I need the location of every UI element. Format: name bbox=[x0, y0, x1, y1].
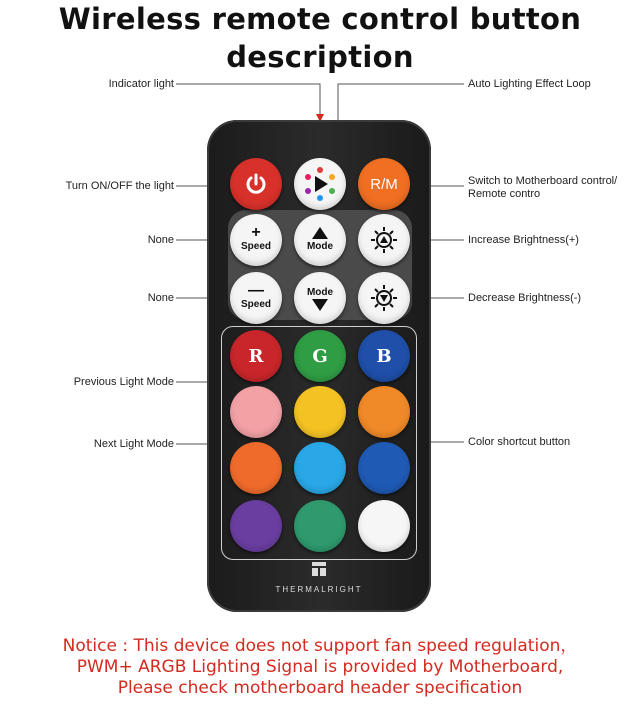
label-switch-motherboard bbox=[468, 175, 617, 201]
speed-down-label: Speed bbox=[240, 299, 271, 310]
label-color-shortcut: Color shortcut button bbox=[468, 436, 571, 448]
label-turn-on-off: Turn ON/OFF the light bbox=[65, 180, 174, 192]
sun-up-icon bbox=[369, 225, 399, 255]
mode-up-button[interactable] bbox=[294, 214, 346, 266]
mode-down-button[interactable] bbox=[294, 272, 346, 324]
speed-up-label: Speed bbox=[240, 241, 271, 252]
red-label: R bbox=[248, 345, 264, 367]
green-label: G bbox=[312, 345, 328, 367]
plus-icon: + bbox=[251, 224, 261, 241]
label-indicator-light: Indicator light bbox=[108, 78, 174, 90]
notice-line3: Please check motherboard header specification bbox=[117, 678, 523, 698]
white-button[interactable] bbox=[358, 500, 410, 552]
speed-down-button[interactable] bbox=[230, 272, 282, 324]
red-button[interactable] bbox=[230, 330, 282, 382]
thermalright-logo-icon bbox=[312, 562, 326, 576]
brightness-down-button[interactable] bbox=[358, 272, 410, 324]
minus-icon: — bbox=[247, 282, 264, 299]
royal-blue-button[interactable] bbox=[358, 442, 410, 494]
speed-up-button[interactable] bbox=[230, 214, 282, 266]
label-switch-line2: Remote contro bbox=[468, 188, 541, 200]
play-loop-icon bbox=[300, 164, 340, 204]
blue-button[interactable] bbox=[358, 330, 410, 382]
blue-label: B bbox=[376, 345, 392, 367]
label-auto-loop: Auto Lighting Effect Loop bbox=[468, 78, 591, 90]
notice-line1: Notice : This device does not support fan speed regulation， bbox=[62, 636, 578, 656]
mode-up-label: Mode bbox=[306, 241, 334, 252]
sun-down-icon bbox=[369, 283, 399, 313]
auto-loop-button[interactable] bbox=[294, 158, 346, 210]
rm-label: R/M bbox=[370, 175, 398, 193]
power-icon bbox=[243, 171, 269, 197]
brightness-up-button[interactable] bbox=[358, 214, 410, 266]
orange-button[interactable] bbox=[358, 386, 410, 438]
label-next-mode: Next Light Mode bbox=[93, 438, 174, 450]
mode-down-label: Mode bbox=[306, 287, 334, 298]
teal-button[interactable] bbox=[294, 500, 346, 552]
purple-button[interactable] bbox=[230, 500, 282, 552]
rm-button[interactable] bbox=[358, 158, 410, 210]
label-none-speed-up: None bbox=[147, 234, 174, 246]
dark-orange-button[interactable] bbox=[230, 442, 282, 494]
notice-line2: PWM+ ARGB Lighting Signal is provided by Motherboard, bbox=[76, 657, 564, 677]
page-title: Wireless remote control button description bbox=[58, 2, 582, 74]
label-switch-line1: Switch to Motherboard control/ bbox=[468, 175, 618, 187]
label-increase-brightness: Increase Brightness(+) bbox=[468, 234, 579, 246]
brand-name: THERMALRIGHT bbox=[275, 585, 363, 594]
yellow-button[interactable] bbox=[294, 386, 346, 438]
sky-blue-button[interactable] bbox=[294, 442, 346, 494]
triangle-up-icon bbox=[312, 227, 328, 239]
triangle-down-icon bbox=[312, 299, 328, 311]
label-none-speed-down: None bbox=[147, 292, 174, 304]
power-button[interactable] bbox=[230, 158, 282, 210]
green-button[interactable] bbox=[294, 330, 346, 382]
pink-button[interactable] bbox=[230, 386, 282, 438]
label-decrease-brightness: Decrease Brightness(-) bbox=[468, 292, 582, 304]
label-previous-mode: Previous Light Mode bbox=[73, 376, 174, 388]
notice-text bbox=[0, 636, 640, 699]
